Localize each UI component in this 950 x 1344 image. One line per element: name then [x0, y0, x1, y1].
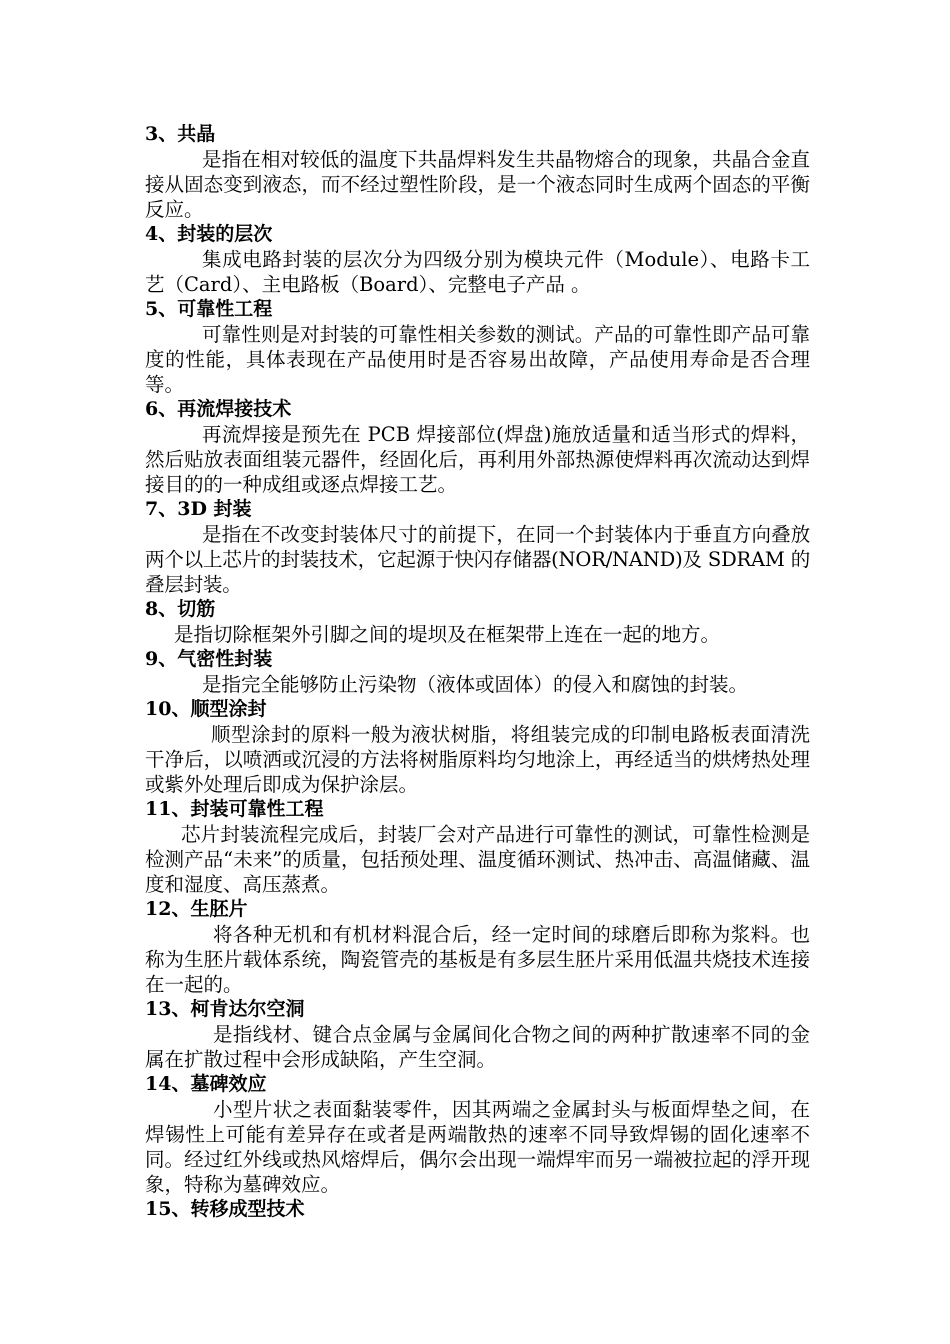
section-body: 是指线材、键合点金属与金属间化合物之间的两种扩散速率不同的金属在扩散过程中会形成缺陷，产生空洞。: [145, 1023, 810, 1071]
section-body: 再流焊接是预先在 PCB 焊接部位(焊盘)施放适量和适当形式的焊料，然后贴放表面组装元器件，经固化后，再利用外部热源使焊料再次流动达到焊接目的的一种成组或逐点焊接工艺。: [145, 423, 810, 496]
section-transfer-molding: [145, 1197, 810, 1222]
section-heading: 11、封装可靠性工程: [145, 798, 324, 820]
section-reliability-engineering: [145, 297, 810, 397]
section-body: 将各种无机和有机材料混合后，经一定时间的球磨后即称为浆料。也称为生胚片载体系统，陶瓷管壳的基板是有多层生胚片采用低温共烧技术连接在一起的。: [145, 923, 810, 996]
section-body: 是指在不改变封装体尺寸的前提下，在同一个封装体内于垂直方向叠放两个以上芯片的封装技术，它起源于快闪存储器(NOR/NAND)及 SDRAM 的叠层封装。: [145, 523, 810, 596]
section-package-reliability: [145, 797, 810, 897]
section-body: 集成电路封装的层次分为四级分别为模块元件（Module）、电路卡工艺（Card）、主电路板（Board）、完整电子产品 。: [145, 248, 810, 296]
section-conformal-coating: [145, 697, 810, 797]
section-tombstone-effect: [145, 1072, 810, 1197]
section-body: 是指切除框架外引脚之间的堤坝及在框架带上连在一起的地方。: [174, 623, 721, 646]
section-heading: 8、切筋: [145, 598, 216, 620]
section-body: 是指在相对较低的温度下共晶焊料发生共晶物熔合的现象，共晶合金直接从固态变到液态，而不经过塑性阶段，是一个液态同时生成两个固态的平衡反应。: [145, 148, 810, 221]
section-reflow-soldering: [145, 397, 810, 497]
section-heading: 10、顺型涂封: [145, 698, 267, 720]
section-3d-packaging: [145, 497, 810, 597]
section-heading: 15、转移成型技术: [145, 1198, 305, 1220]
section-packaging-levels: [145, 222, 810, 297]
section-heading: 3、共晶: [145, 123, 216, 145]
section-eutectic: [145, 122, 810, 222]
section-body: 是指完全能够防止污染物（液体或固体）的侵入和腐蚀的封装。: [202, 673, 749, 696]
section-body: 顺型涂封的原料一般为液状树脂，将组装完成的印制电路板表面清洗干净后，以喷洒或沉浸的方法将树脂原料均匀地涂上，再经适当的烘烤热处理或紫外处理后即成为保护涂层。: [145, 723, 810, 796]
section-heading: 14、墓碑效应: [145, 1073, 267, 1095]
document-page: [145, 122, 810, 1222]
section-heading: 13、柯肯达尔空洞: [145, 998, 305, 1020]
section-heading: 7、3D 封装: [145, 498, 252, 520]
section-heading: 6、再流焊接技术: [145, 398, 292, 420]
section-heading: 4、封装的层次: [145, 223, 273, 245]
section-body: 小型片状之表面黏装零件，因其两端之金属封头与板面焊垫之间，在焊锡性上可能有差异存在或者是两端散热的速率不同导致焊锡的固化速率不同。经过红外线或热风熔焊后，偶尔会出现一端焊牢而另一端被拉起的浮开现象，特称为墓碑效应。: [145, 1098, 810, 1196]
section-heading: 9、气密性封装: [145, 648, 273, 670]
section-heading: 5、可靠性工程: [145, 298, 273, 320]
section-body: 可靠性则是对封装的可靠性相关参数的测试。产品的可靠性即产品可靠度的性能，具体表现在产品使用时是否容易出故障，产品使用寿命是否合理等。: [145, 323, 810, 396]
section-trimming: [145, 597, 810, 647]
section-hermetic-packaging: [145, 647, 810, 697]
section-green-sheet: [145, 897, 810, 997]
section-kirkendall-void: [145, 997, 810, 1072]
section-heading: 12、生胚片: [145, 898, 248, 920]
section-body: 芯片封装流程完成后，封装厂会对产品进行可靠性的测试，可靠性检测是检测产品“未来”的质量，包括预处理、温度循环测试、热冲击、高温储藏、温度和湿度、高压蒸煮。: [145, 823, 810, 896]
